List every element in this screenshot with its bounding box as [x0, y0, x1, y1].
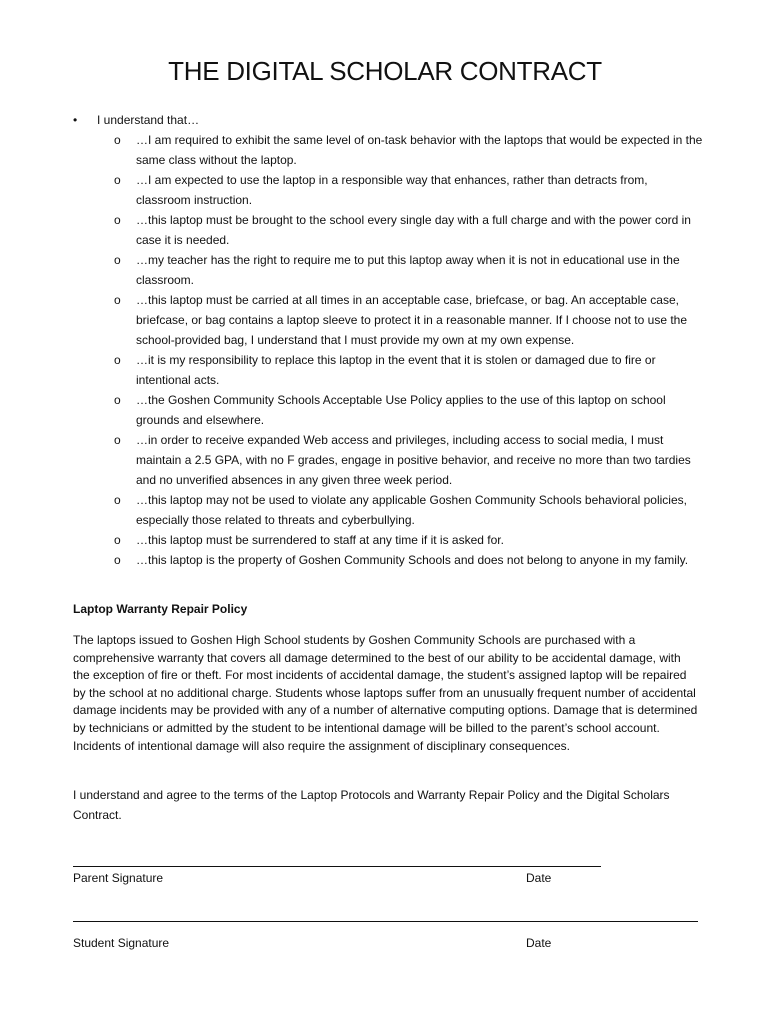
item-text: …I am expected to use the laptop in a responsible way that enhances, rather than detracts from, classroom instruction. — [136, 173, 648, 207]
warranty-heading: Laptop Warranty Repair Policy — [73, 602, 248, 616]
item-text: …I am required to exhibit the same level of on-task behavior with the laptops that would be expected in the same class without the laptop. — [136, 133, 703, 167]
item-marker: o — [114, 553, 121, 567]
item-text: …this laptop must be surrendered to staff at any time if it is asked for. — [136, 533, 504, 547]
student-signature-line[interactable] — [73, 921, 698, 922]
item-text: …it is my responsibility to replace this laptop in the event that it is stolen or damaged due to fire or intentional acts. — [136, 353, 656, 387]
item-marker: o — [114, 493, 121, 507]
list-item — [114, 530, 704, 550]
item-marker: o — [114, 533, 121, 547]
item-text: …this laptop is the property of Goshen Community Schools and does not belong to anyone in my family. — [136, 553, 689, 567]
item-marker: o — [114, 433, 121, 447]
item-marker: o — [114, 393, 121, 407]
item-marker: o — [114, 253, 121, 267]
item-marker: o — [114, 353, 121, 367]
list-item — [114, 250, 704, 290]
bullet-marker: • — [73, 113, 78, 127]
item-text: …this laptop may not be used to violate any applicable Goshen Community Schools behavioral policies, especially those related to threats and cyberbullying. — [136, 493, 687, 527]
list-item — [114, 290, 704, 350]
item-text: …my teacher has the right to require me to put this laptop away when it is not in educational use in the classroom. — [136, 253, 680, 287]
list-item — [114, 490, 704, 530]
list-item — [114, 430, 704, 490]
student-date-label: Date — [526, 936, 552, 950]
item-text: …this laptop must be brought to the school every single day with a full charge and with the power cord in case it is needed. — [136, 213, 691, 247]
list-item — [114, 170, 704, 210]
agreement-paragraph: I understand and agree to the terms of the Laptop Protocols and Warranty Repair Policy and the Digital Scholars Contract. — [73, 788, 670, 822]
warranty-paragraph: The laptops issued to Goshen High School students by Goshen Community Schools are purchased with a comprehensive warranty that covers all damage determined to the best of our ability to be accidental damage, with the exception of fire or theft. For most incidents of accidental damage, the student’s assigned laptop will be repaired by the school at no additional charge. Students whose laptops suffer from an unusually frequent number of accidental damage incidents may be provided with any of a number of alternative computing options. Damage that is determined by technicians or admitted by the student to be intentional damage will be billed to the parent’s school account. Incidents of intentional damage will also require the assignment of disciplinary consequences. — [73, 633, 698, 753]
list-item — [114, 210, 704, 250]
intro-text: I understand that… — [97, 113, 200, 127]
list-item — [114, 550, 704, 570]
item-marker: o — [114, 173, 121, 187]
student-signature-label: Student Signature — [73, 936, 170, 950]
list-item — [114, 130, 704, 170]
understanding-list — [114, 130, 704, 570]
item-marker: o — [114, 133, 121, 147]
list-item — [114, 350, 704, 390]
item-text: …in order to receive expanded Web access and privileges, including access to social media, I must maintain a 2.5 GPA, with no F grades, engage in positive behavior, and receive no more than two tardies and no unverified absences in any given three week period. — [136, 433, 691, 487]
list-item — [114, 390, 704, 430]
parent-signature-label: Parent Signature — [73, 871, 164, 885]
parent-date-label: Date — [526, 871, 552, 885]
item-text: …this laptop must be carried at all times in an acceptable case, briefcase, or bag. An acceptable case, briefcase, or bag contains a laptop sleeve to protect it in a reasonable manner. If I choose not to use the school-provided bag, I understand that I must provide my own at my own expense. — [136, 293, 688, 347]
parent-signature-line[interactable] — [73, 866, 601, 867]
item-text: …the Goshen Community Schools Acceptable Use Policy applies to the use of this laptop on school grounds and elsewhere. — [136, 393, 666, 427]
page-title: THE DIGITAL SCHOLAR CONTRACT — [168, 56, 602, 86]
item-marker: o — [114, 293, 121, 307]
item-marker: o — [114, 213, 121, 227]
